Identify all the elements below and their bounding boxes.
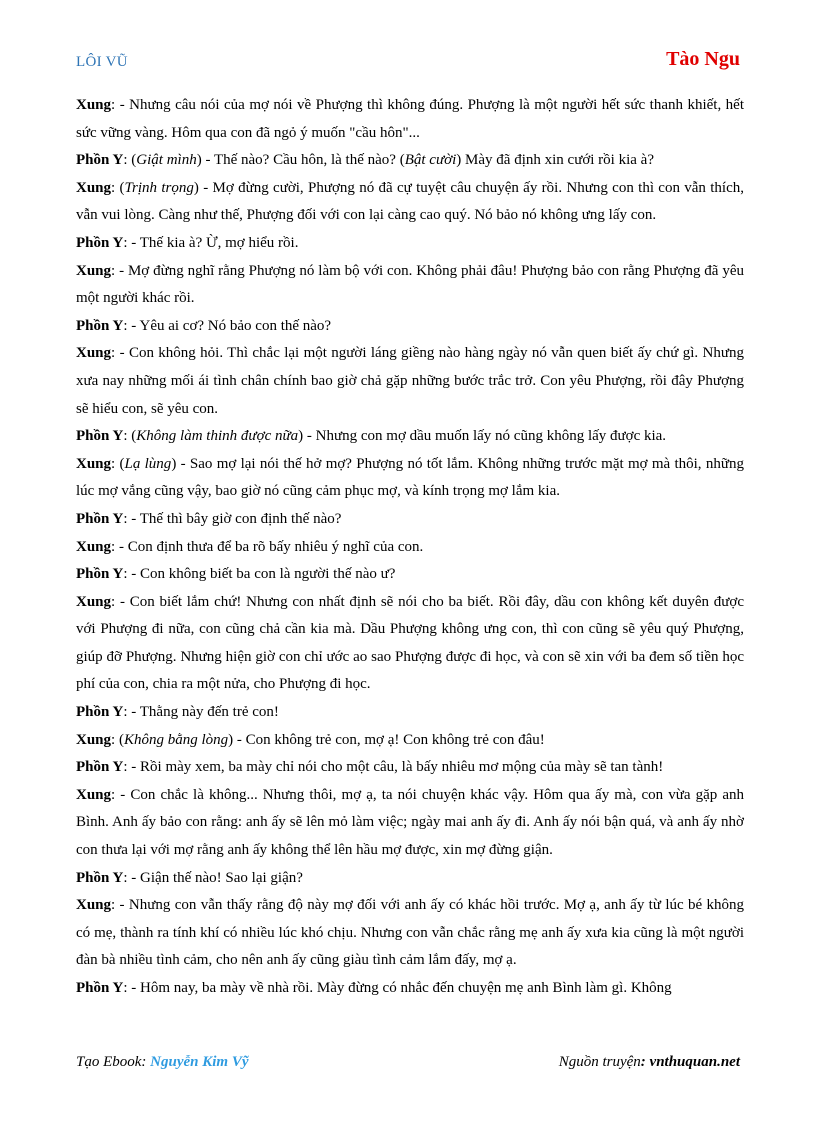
speaker-name: Phồn Y [76, 428, 124, 445]
speaker-name: Phồn Y [76, 566, 124, 583]
dialogue-line: Phồn Y: - Rồi mày xem, ba mày chỉ nói cho một câu, là bấy nhiêu mơ mộng của mày sẽ tan tành! [76, 759, 664, 776]
speech-text: - Con chắc là không... Nhưng thôi, mợ ạ, ta nói chuyện khác vậy. Hôm qua ấy mà, con vừa gặp anh Bình. Anh ấy bảo con rằng: anh ấy sẽ lên mỏ làm việc; ngày mai anh ấy đi. Anh ấy nói bận quá, và anh ấy nhờ con thưa lại với mợ rằng anh ấy không thể lên hầu mợ được, xin mợ đừng giận. [76, 786, 745, 859]
source-site: vnthuquan.net [649, 1054, 740, 1070]
speaker-name: Phồn Y [76, 510, 124, 527]
speech-text: - Hôm nay, ba mày về nhà rồi. Mày đừng có nhắc đến chuyện mẹ anh Bình làm gì. Không [131, 980, 672, 996]
speech-text: - Thế kia à? Ừ, mợ hiểu rồi. [131, 234, 299, 251]
speech-text: - Mợ đừng nghĩ rằng Phượng nó làm bộ với con. Không phải đâu! Phượng bảo con rằng Phượng đã yêu một người khác rồi. [76, 262, 744, 307]
speech-text: ) - Con không trẻ con, mợ ạ! Con không trẻ con đâu! [228, 731, 545, 748]
dialogue-line: Xung: - Nhưng câu nói của mợ nói về Phượng thì không đúng. Phượng là một người hết sức thanh khiết, hết sức vững vàng. Hôm qua con đã ngỏ ý muốn "cầu hôn"... [76, 97, 745, 141]
dialogue-line: Xung: (Không bằng lòng) - Con không trẻ con, mợ ạ! Con không trẻ con đâu! [76, 731, 545, 748]
stage-direction: Lạ lùng [124, 455, 172, 472]
speech-text: ) - Thế nào? Cầu hôn, là thế nào? ( [196, 152, 405, 169]
speech-text: ( [131, 428, 137, 445]
author-name: LÔI VŨ [76, 54, 128, 70]
dialogue-line: Xung: - Nhưng con vẫn thấy rằng độ này mợ đối với anh ấy có khác hồi trước. Mợ ạ, anh ấy từ lúc bé không có mẹ, thành ra tính khí có nhiều lúc khó chịu. Nhưng con vẫn chắc rằng mẹ anh ấy xưa kia cũng là một người đàn bà nhiều tình cảm, cho nên anh ấy cũng giàu tình cảm lắm đấy, mợ ạ. [76, 897, 744, 969]
dialogue-body [76, 92, 744, 1003]
speaker-name: Xung [76, 345, 112, 362]
speaker-name: Xung [76, 97, 112, 113]
stage-direction: Trịnh trọng [124, 179, 194, 196]
speech-text: ) Mày đã định xin cưới rồi kia à? [456, 152, 654, 169]
ebook-credit: Tạo Ebook: Nguyễn Kim Vỹ [76, 1054, 249, 1070]
stage-direction: Không làm thinh được nữa [136, 428, 299, 445]
dialogue-line: Phồn Y: (Không làm thinh được nữa) - Nhưng con mợ dầu muốn lấy nó cũng không lấy được kia. [76, 428, 667, 445]
dialogue-line: Xung: - Con chắc là không... Nhưng thôi, mợ ạ, ta nói chuyện khác vậy. Hôm qua ấy mà, con vừa gặp anh Bình. Anh ấy bảo con rằng: anh ấy sẽ lên mỏ làm việc; ngày mai anh ấy đi. Anh ấy nói bận quá, và anh ấy nhờ con thưa lại với mợ rằng anh ấy không thể lên hầu mợ được, xin mợ đừng giận. [76, 786, 745, 859]
ebook-label: Tạo Ebook [76, 1054, 142, 1070]
dialogue-line: Xung: (Lạ lùng) - Sao mợ lại nói thế hở mợ? Phượng nó tốt lắm. Không những trước mặt mợ mà thôi, những lúc mợ vắng cũng vậy, bao giờ nó cũng cảm phục mợ, và kính trọng mợ lắm kia. [76, 455, 744, 500]
dialogue-line: Xung: - Con định thưa để ba rõ bấy nhiêu ý nghĩ của con. [76, 538, 424, 555]
speech-text: ) - Mợ đừng cười, Phượng nó đã cự tuyệt câu chuyện ấy rồi. Nhưng con thì con vẫn thích, vẫn vui lòng. Càng như thế, Phượng đối với con lại càng cao quý. Nó bảo nó không ưng lấy con. [76, 179, 744, 224]
speech-text: ( [118, 731, 124, 748]
book-title: Tào Ngu [666, 48, 740, 70]
stage-direction: Bật cười [404, 152, 457, 169]
speaker-name: Phồn Y [76, 704, 124, 721]
speaker-name: Phồn Y [76, 980, 124, 996]
speech-text: - Nhưng con vẫn thấy rằng độ này mợ đối với anh ấy có khác hồi trước. Mợ ạ, anh ấy từ lúc bé không có mẹ, thành ra tính khí có nhiều lúc khó chịu. Nhưng con vẫn chắc rằng mẹ anh ấy xưa kia cũng là một người đàn bà nhiều tình cảm, cho nên anh ấy cũng giàu tình cảm lắm đấy, mợ ạ. [76, 897, 744, 969]
speech-text: - Con không biết ba con là người thế nào ư? [131, 566, 396, 583]
source-credit: Nguồn truyện: vnthuquan.net [558, 1054, 740, 1070]
speaker-name: Phồn Y [76, 317, 124, 334]
dialogue-line: Xung: (Trịnh trọng) - Mợ đừng cười, Phượng nó đã cự tuyệt câu chuyện ấy rồi. Nhưng con thì con vẫn thích, vẫn vui lòng. Càng như thế, Phượng đối với con lại càng cao quý. Nó bảo nó không ưng lấy con. [76, 179, 744, 224]
speaker-name: Phồn Y [76, 152, 124, 169]
speech-text: ( [119, 455, 125, 472]
dialogue-line: Phồn Y: (Giật mình) - Thế nào? Cầu hôn, là thế nào? (Bật cười) Mày đã định xin cưới rồi kia à? [76, 152, 654, 169]
speaker-name: Phồn Y [76, 234, 124, 251]
dialogue-line: Xung: - Mợ đừng nghĩ rằng Phượng nó làm bộ với con. Không phải đâu! Phượng bảo con rằng Phượng đã yêu một người khác rồi. [76, 262, 744, 307]
speech-text: ) - Sao mợ lại nói thế hở mợ? Phượng nó tốt lắm. Không những trước mặt mợ mà thôi, những lúc mợ vắng cũng vậy, bao giờ nó cũng cảm phục mợ, và kính trọng mợ lắm kia. [76, 455, 744, 500]
speaker-name: Xung [76, 593, 112, 610]
speaker-name: Xung [76, 897, 112, 914]
dialogue-line: Xung: - Con biết lắm chứ! Nhưng con nhất định sẽ nói cho ba biết. Rồi đây, dầu con không kết duyên được với Phượng đi nữa, con cũng chả cần kia mà. Dầu Phượng không ưng con, thì con cũng sẽ yêu quý Phượng, giúp đỡ Phượng. Nhưng hiện giờ con chỉ ước ao sao Phượng được đi học, và con sẽ xin với ba đem số tiền học phí của con, chia ra một nửa, cho Phượng đi học. [76, 593, 744, 693]
speaker-name: Xung [76, 262, 112, 279]
dialogue-line: Phồn Y: - Thế thì bây giờ con định thế nào? [76, 510, 342, 527]
speech-text: ( [119, 179, 125, 196]
dialogue-line: Phồn Y: - Hôm nay, ba mày về nhà rồi. Mày đừng có nhắc đến chuyện mẹ anh Bình làm gì. Không [76, 980, 672, 996]
stage-direction: Giật mình [136, 152, 197, 169]
speech-text: - Thằng này đến trẻ con! [131, 704, 279, 721]
page-header [76, 48, 740, 78]
speaker-name: Xung [76, 455, 112, 472]
dialogue-line: Phồn Y: - Con không biết ba con là người thế nào ư? [76, 566, 396, 583]
speech-text: - Thế thì bây giờ con định thế nào? [131, 510, 342, 527]
speech-text: - Giận thế nào! Sao lại giận? [131, 869, 303, 886]
ebook-creator: Nguyễn Kim Vỹ [150, 1054, 249, 1070]
speaker-name: Xung [76, 731, 112, 748]
speech-text: - Con biết lắm chứ! Nhưng con nhất định sẽ nói cho ba biết. Rồi đây, dầu con không kết duyên được với Phượng đi nữa, con cũng chả cần kia mà. Dầu Phượng không ưng con, thì con cũng sẽ yêu quý Phượng, giúp đỡ Phượng. Nhưng hiện giờ con chỉ ước ao sao Phượng được đi học, và con sẽ xin với ba đem số tiền học phí của con, chia ra một nửa, cho Phượng đi học. [76, 593, 744, 693]
source-label: Nguồn truyện [558, 1054, 641, 1070]
dialogue-line: Phồn Y: - Yêu ai cơ? Nó bảo con thế nào? [76, 317, 332, 334]
speech-text: - Yêu ai cơ? Nó bảo con thế nào? [131, 317, 332, 334]
dialogue-line: Phồn Y: - Giận thế nào! Sao lại giận? [76, 869, 303, 886]
dialogue-line: Phồn Y: - Thằng này đến trẻ con! [76, 704, 279, 721]
speaker-name: Xung [76, 538, 112, 555]
speaker-name: Xung [76, 179, 112, 196]
speech-text: - Con định thưa để ba rõ bấy nhiêu ý nghĩ của con. [118, 538, 424, 555]
speaker-name: Xung [76, 786, 112, 803]
speech-text: - Nhưng câu nói của mợ nói về Phượng thì không đúng. Phượng là một người hết sức thanh khiết, hết sức vững vàng. Hôm qua con đã ngỏ ý muốn "cầu hôn"... [76, 97, 745, 141]
speech-text: - Rồi mày xem, ba mày chỉ nói cho một câu, là bấy nhiêu mơ mộng của mày sẽ tan tành! [131, 759, 664, 776]
dialogue-line: Xung: - Con không hỏi. Thì chắc lại một người láng giềng nào hàng ngày nó vẫn quen biết ấy chứ gì. Nhưng xưa nay những mối ái tình chân chính bao giờ chả gặp những bước trắc trở. Con yêu Phượng, rồi đây Phượng sẽ hiểu con, sẽ yêu con. [76, 345, 745, 417]
speech-text: - Con không hỏi. Thì chắc lại một người láng giềng nào hàng ngày nó vẫn quen biết ấy chứ gì. Nhưng xưa nay những mối ái tình chân chính bao giờ chả gặp những bước trắc trở. Con yêu Phượng, rồi đây Phượng sẽ hiểu con, sẽ yêu con. [76, 345, 745, 417]
speech-text: ) - Nhưng con mợ dầu muốn lấy nó cũng không lấy được kia. [298, 428, 667, 445]
speaker-name: Phồn Y [76, 759, 124, 776]
dialogue-line: Phồn Y: - Thế kia à? Ừ, mợ hiểu rồi. [76, 234, 299, 251]
speaker-name: Phồn Y [76, 869, 124, 886]
stage-direction: Không bằng lòng [123, 731, 229, 748]
speech-text: ( [131, 152, 137, 169]
